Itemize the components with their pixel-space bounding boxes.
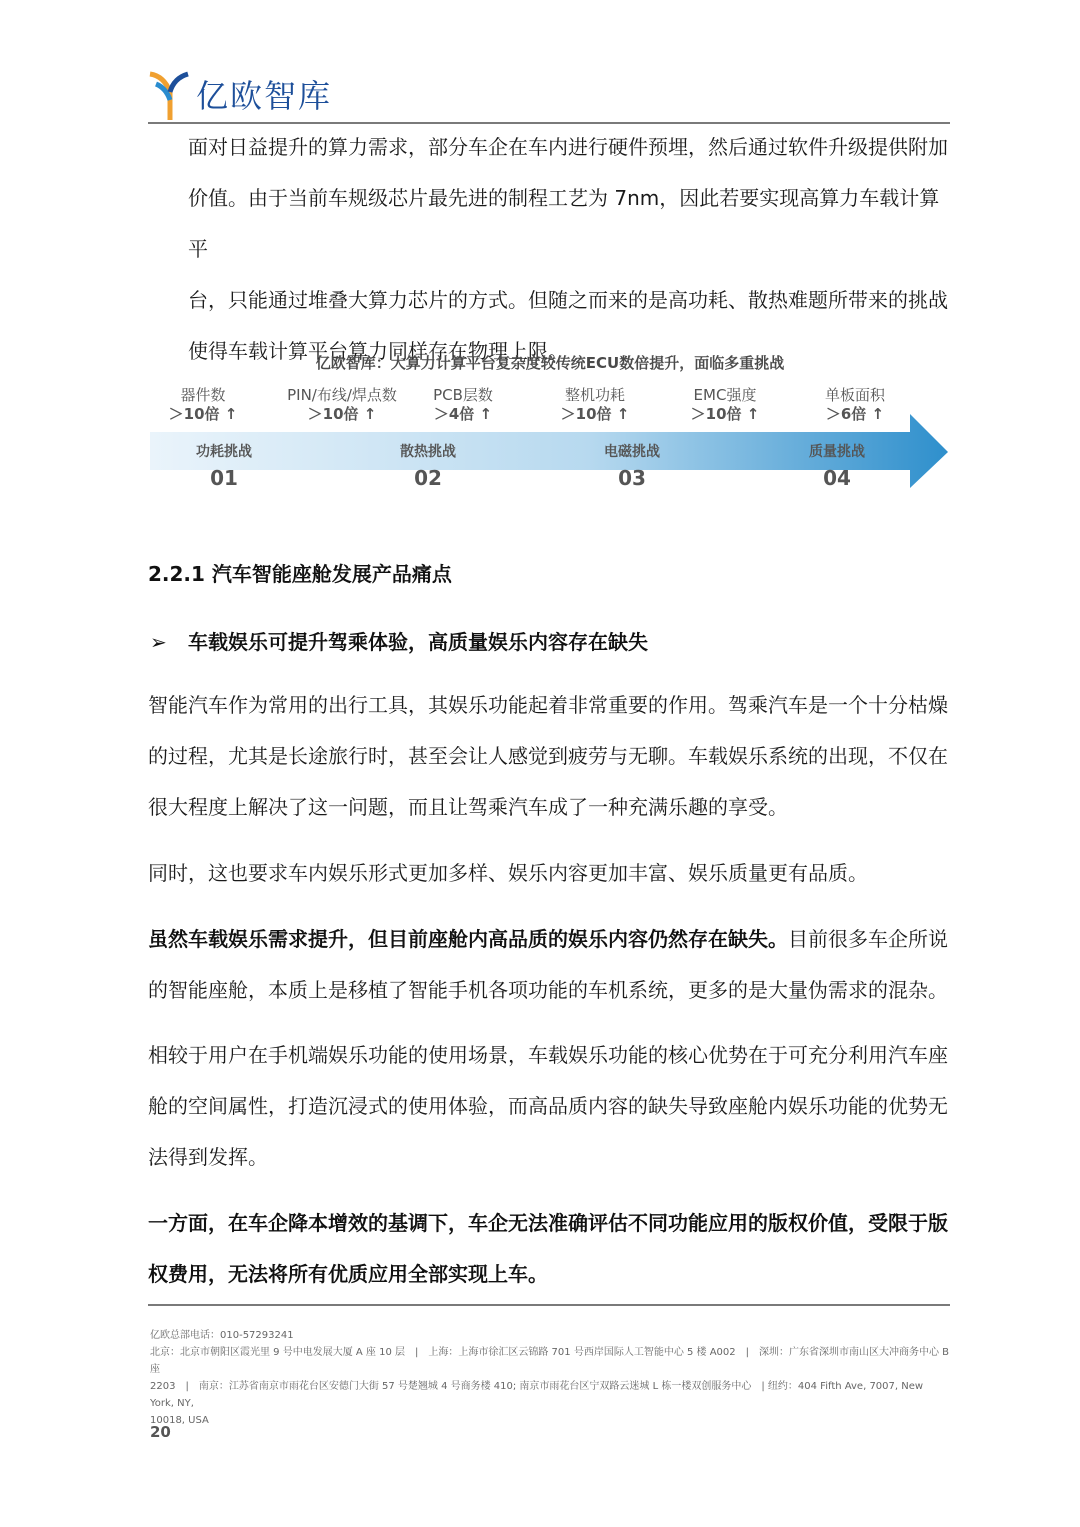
challenge-number: 04: [823, 466, 851, 490]
paragraph-line: 很大程度上解决了这一问题，而且让驾乘汽车成了一种充满乐趣的享受。: [148, 795, 788, 819]
paragraph-line: 的智能座舱，本质上是移植了智能手机各项功能的车机系统，更多的是大量伪需求的混杂。: [148, 978, 948, 1002]
emphasis-text: 虽然车载娱乐需求提升，但目前座舱内高品质的娱乐内容仍然存在缺失。: [148, 927, 788, 951]
paragraph-line: 的过程，尤其是长途旅行时，甚至会让人感觉到疲劳与无聊。车载娱乐系统的出现，不仅在: [148, 744, 948, 768]
paragraph-line: 智能汽车作为常用的出行工具，其娱乐功能起着非常重要的作用。驾乘汽车是一个十分枯燥: [148, 693, 948, 717]
footer-line: 10018, USA: [150, 1415, 209, 1426]
paragraph-line: 舱的空间属性，打造沉浸式的使用体验，而高品质内容的缺失导致座舱内娱乐功能的优势无: [148, 1094, 948, 1118]
footer-line: 亿欧总部电话：010-57293241: [150, 1330, 294, 1341]
metric-value: ＞10倍 ↑: [307, 405, 377, 423]
challenge-power: 功耗挑战: [196, 444, 252, 460]
metric-value: ＞10倍 ↑: [560, 405, 630, 423]
footer-divider: [148, 1304, 950, 1306]
paragraph-5: [148, 1198, 950, 1300]
challenge-quality: 质量挑战: [809, 444, 865, 460]
metric-value: ＞10倍 ↑: [168, 405, 238, 423]
intro-line: 使得车载计算平台算力同样存在物理上限。: [188, 339, 568, 363]
challenge-thermal: 散热挑战: [400, 444, 456, 460]
intro-line: 台，只能通过堆叠大算力芯片的方式。但随之而来的是高功耗、散热难题所带来的挑战: [188, 288, 948, 312]
metric-label: PIN/布线/焊点数: [287, 386, 397, 404]
paragraph-line: 法得到发挥。: [148, 1145, 268, 1169]
page-number: 20: [150, 1423, 171, 1441]
challenge-number: 02: [414, 466, 442, 490]
section-heading: 2.2.1 汽车智能座舱发展产品痛点: [148, 562, 452, 586]
footer-line: 北京：北京市朝阳区霞光里 9 号中电发展大厦 A 座 10 层 | 上海：上海市徐汇区云锦路 701 号西岸国际人工智能中心 5 楼 A002 | 深圳：广东省深圳市南山区大冲商务中心 B 座: [150, 1347, 950, 1375]
metric-label: 器件数: [180, 386, 226, 404]
paragraph-line: 权费用，无法将所有优质应用全部实现上车。: [148, 1262, 548, 1286]
bullet-heading: [150, 626, 648, 655]
challenge-emc: 电磁挑战: [604, 444, 660, 460]
metric-label: 单板面积: [824, 386, 885, 404]
bullet-text: 车载娱乐可提升驾乘体验，高质量娱乐内容存在缺失: [188, 630, 648, 654]
yiou-logo-icon: [148, 70, 190, 122]
paragraph-line: 相较于用户在手机端娱乐功能的使用场景，车载娱乐功能的核心优势在于可充分利用汽车座: [148, 1043, 948, 1067]
challenge-number: 01: [210, 466, 238, 490]
paragraph-2: 同时，这也要求车内娱乐形式更加多样、娱乐内容更加丰富、娱乐质量更有品质。: [148, 861, 868, 885]
paragraph-4: [148, 1030, 950, 1183]
paragraph-1: [148, 680, 950, 833]
metric-value: ＞6倍 ↑: [825, 405, 885, 423]
paragraph-text: 目前很多车企所说: [788, 927, 948, 951]
figure-title: 亿欧智库：大算力计算平台复杂度较传统ECU数倍提升，面临多重挑战: [315, 354, 785, 372]
intro-line: 面对日益提升的算力需求，部分车企在车内进行硬件预埋，然后通过软件升级提供附加: [188, 135, 948, 159]
metric-label: 整机功耗: [564, 386, 625, 404]
footer-line: 2203 | 南京：江苏省南京市雨花台区安德门大街 57 号楚翘城 4 号商务楼 410; 南京市雨花台区宁双路云迷城 L 栋一楼双创服务中心 | 纽约：404 Fifth Ave, 7007, New York, NY,: [150, 1381, 924, 1409]
arrow-bullet-icon: ➢: [150, 630, 167, 654]
metric-value: ＞10倍 ↑: [690, 405, 760, 423]
metric-value: ＞4倍 ↑: [433, 405, 493, 423]
metric-label: EMC强度: [693, 386, 757, 404]
challenge-number: 03: [618, 466, 646, 490]
metric-label: PCB层数: [433, 386, 493, 404]
paragraph-line: [148, 914, 950, 965]
paragraph-3: [148, 914, 950, 1016]
intro-paragraph: [188, 122, 950, 377]
logo-text: 亿欧智库: [196, 77, 333, 115]
footer-contact: [150, 1327, 950, 1429]
intro-line: 价值。由于当前车规级芯片最先进的制程工艺为 7nm，因此若要实现高算力车载计算平: [188, 186, 940, 261]
paragraph-line: 一方面，在车企降本增效的基调下，车企无法准确评估不同功能应用的版权价值，受限于版: [148, 1211, 948, 1235]
